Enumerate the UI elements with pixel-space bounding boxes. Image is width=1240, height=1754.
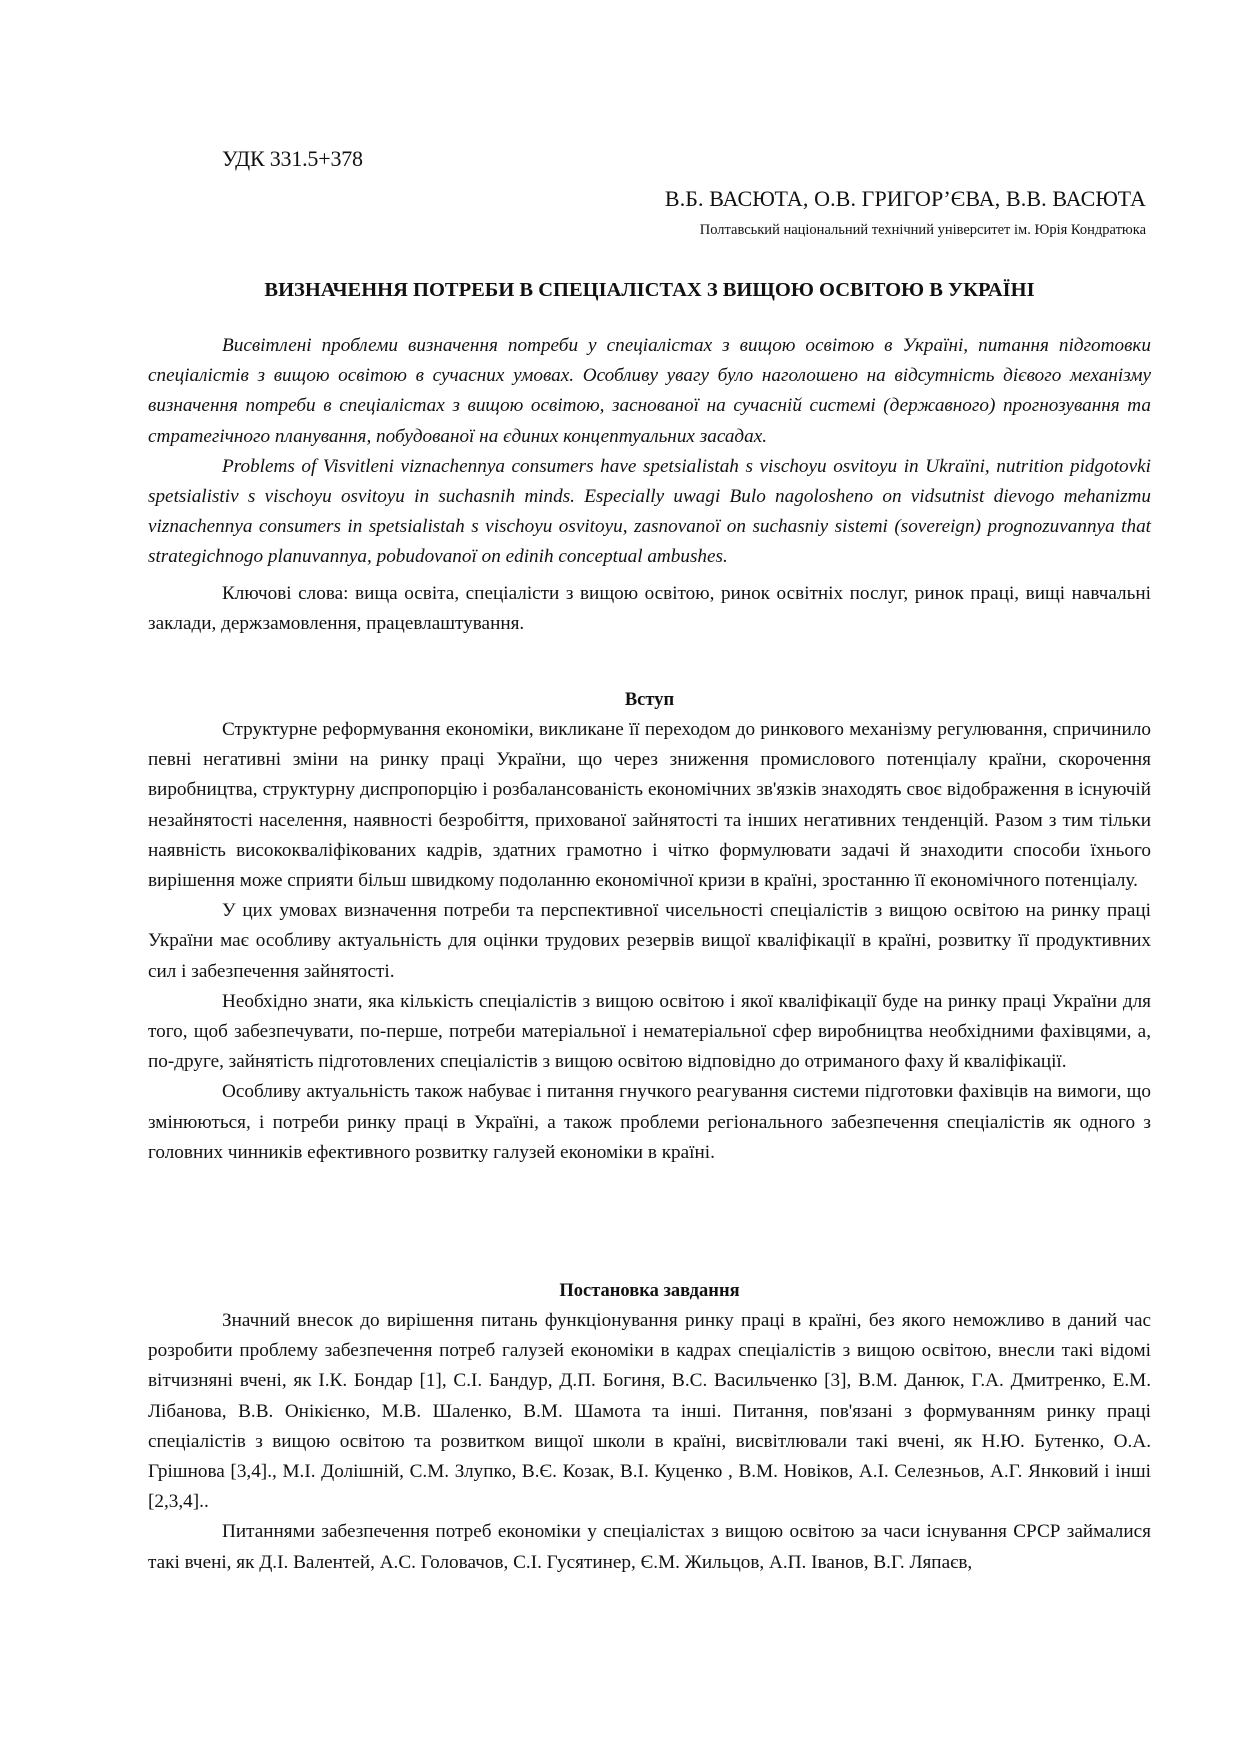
paragraph: Значний внесок до вирішення питань функціонування ринку праці в країні, без якого неможливо в даний час розробити проблему забезпечення потреб галузей економіки в кадрах спеціалістів з вищою освітою, внесли такі відомі вітчизняні вчені, як І.К. Бондар [1], С.І. Бандур, Д.П. Богиня, В.С. Васильченко [3], В.М. Данюк, Г.А. Дмитренко, Е.М. Лібанова, В.В. Онікієнко, М.В. Шаленко, В.М. Шамота та інші. Питання, пов'язані з формуванням ринку праці спеціалістів з вищою освітою та розвитком вищої школи в країні, висвітлювали такі вчені, як Н.Ю. Бутенко, О.А. Грішнова [3,4]., М.І. Долішній, С.М. Злупко, В.Є. Козак, В.І. Куценко , В.М. Новіков, А.І. Селезньов, А.Г. Янковий і інші [2,3,4].. xyxy=(148,1310,1151,1513)
paragraph: Структурне реформування економіки, викликане її переходом до ринкового механізму регулювання, спричинило певні негативні зміни на ринку праці України, що через зниження промислового потенціалу країни, скорочення виробництва, структурну диспропорцію і розбалансованість економічних зв'язків знаходять своє відображення в існуючій незайнятості населення, наявності безробіття, прихованої зайнятості та інших негативних тенденцій. Разом з тим тільки наявність висококваліфікованих кадрів, здатних грамотно і чітко формулювати задачі й знаходити способи їхнього вирішення може сприяти більш швидкому подоланню економічної кризи в країні, зростанню її економічного потенціалу. xyxy=(148,719,1151,892)
abstract-en: Problems of Visvitleni viznachennya consumers have spetsialistah s vischoyu osvitoyu in Ukraïni, nutrition pidgotovki spetsialistiv s vischoyu osvitoyu in suchasnih minds. Especially uwagi Bulo nagolosheno on vidsutnist dievogo mehanizmu viznachennya consumers in spetsialistah s vischoyu osvitoyu, zasnovanoï on suchasniy sistemi (sovereign) prognozuvannya that strategichnogo planuvannya, pobudovanoï on edinih conceptual ambushes. xyxy=(148,455,1151,568)
section-heading: Постановка завдання xyxy=(559,1281,740,1301)
paragraph: Питаннями забезпечення потреб економіки у спеціалістах з вищою освітою за часи існування СРСР займалися такі вчені, як Д.І. Валентей, А.С. Головачов, С.І. Гусятинер, Є.М. Жильцов, А.П. Іванов, В.Г. Ляпаєв, xyxy=(148,1521,1151,1573)
section-heading: Вступ xyxy=(624,690,675,710)
section-introduction xyxy=(148,685,1151,1168)
udk-code: УДК 331.5+378 xyxy=(222,146,363,171)
paragraph: Необхідно знати, яка кількість спеціалістів з вищою освітою і якої кваліфікації буде на ринку праці України для того, щоб забезпечувати, по-перше, потреби матеріальної і нематеріальної сфер виробництва необхідними фахівцями, а, по-друге, зайнятість підготовлених спеціалістів з вищою освітою відповідно до отриманого фаху й кваліфікації. xyxy=(148,990,1151,1073)
affiliation: Полтавський національний технічний університет ім. Юрія Кондратюка xyxy=(699,222,1146,238)
paragraph: У цих умовах визначення потреби та перспективної чисельності спеціалістів з вищою освітою на ринку праці України має особливу актуальність для оцінки трудових резервів вищої кваліфікації в країні, розвитку її продуктивних сил і забезпечення зайнятості. xyxy=(148,900,1151,982)
abstract-ua: Висвітлені проблеми визначення потреби у спеціалістах з вищою освітою в Україні, питання підготовки спеціалістів з вищою освітою в сучасних умовах. Особливу увагу було наголошено на відсутність дієвого механізму визначення потреби в спеціалістах з вищою освітою, заснованої на сучасній системі (державного) прогнозування та стратегічного планування, побудованої на єдиних концептуальних засадах. xyxy=(148,335,1151,447)
keywords-block xyxy=(148,579,1151,639)
authors: В.Б. ВАСЮТА, О.В. ГРИГОР’ЄВА, В.В. ВАСЮТА xyxy=(664,186,1146,211)
abstract xyxy=(148,331,1151,573)
keywords: Ключові слова: вища освіта, спеціалісти з вищою освітою, ринок освітніх послуг, ринок праці, вищі навчальні заклади, держзамовлення, працевлаштування. xyxy=(148,583,1151,635)
section-problem-statement xyxy=(148,1276,1151,1578)
paragraph: Особливу актуальність також набуває і питання гнучкого реагування системи підготовки фахівців на вимоги, що змінюються, і потреби ринку праці в Україні, а також проблеми регіонального забезпечення спеціалістів як одного з головних чинників ефективного розвитку галузей економіки в країні. xyxy=(148,1081,1151,1163)
paper-title: ВИЗНАЧЕННЯ ПОТРЕБИ В СПЕЦІАЛІСТАХ З ВИЩОЮ ОСВІТОЮ В УКРАЇНІ xyxy=(264,279,1035,301)
